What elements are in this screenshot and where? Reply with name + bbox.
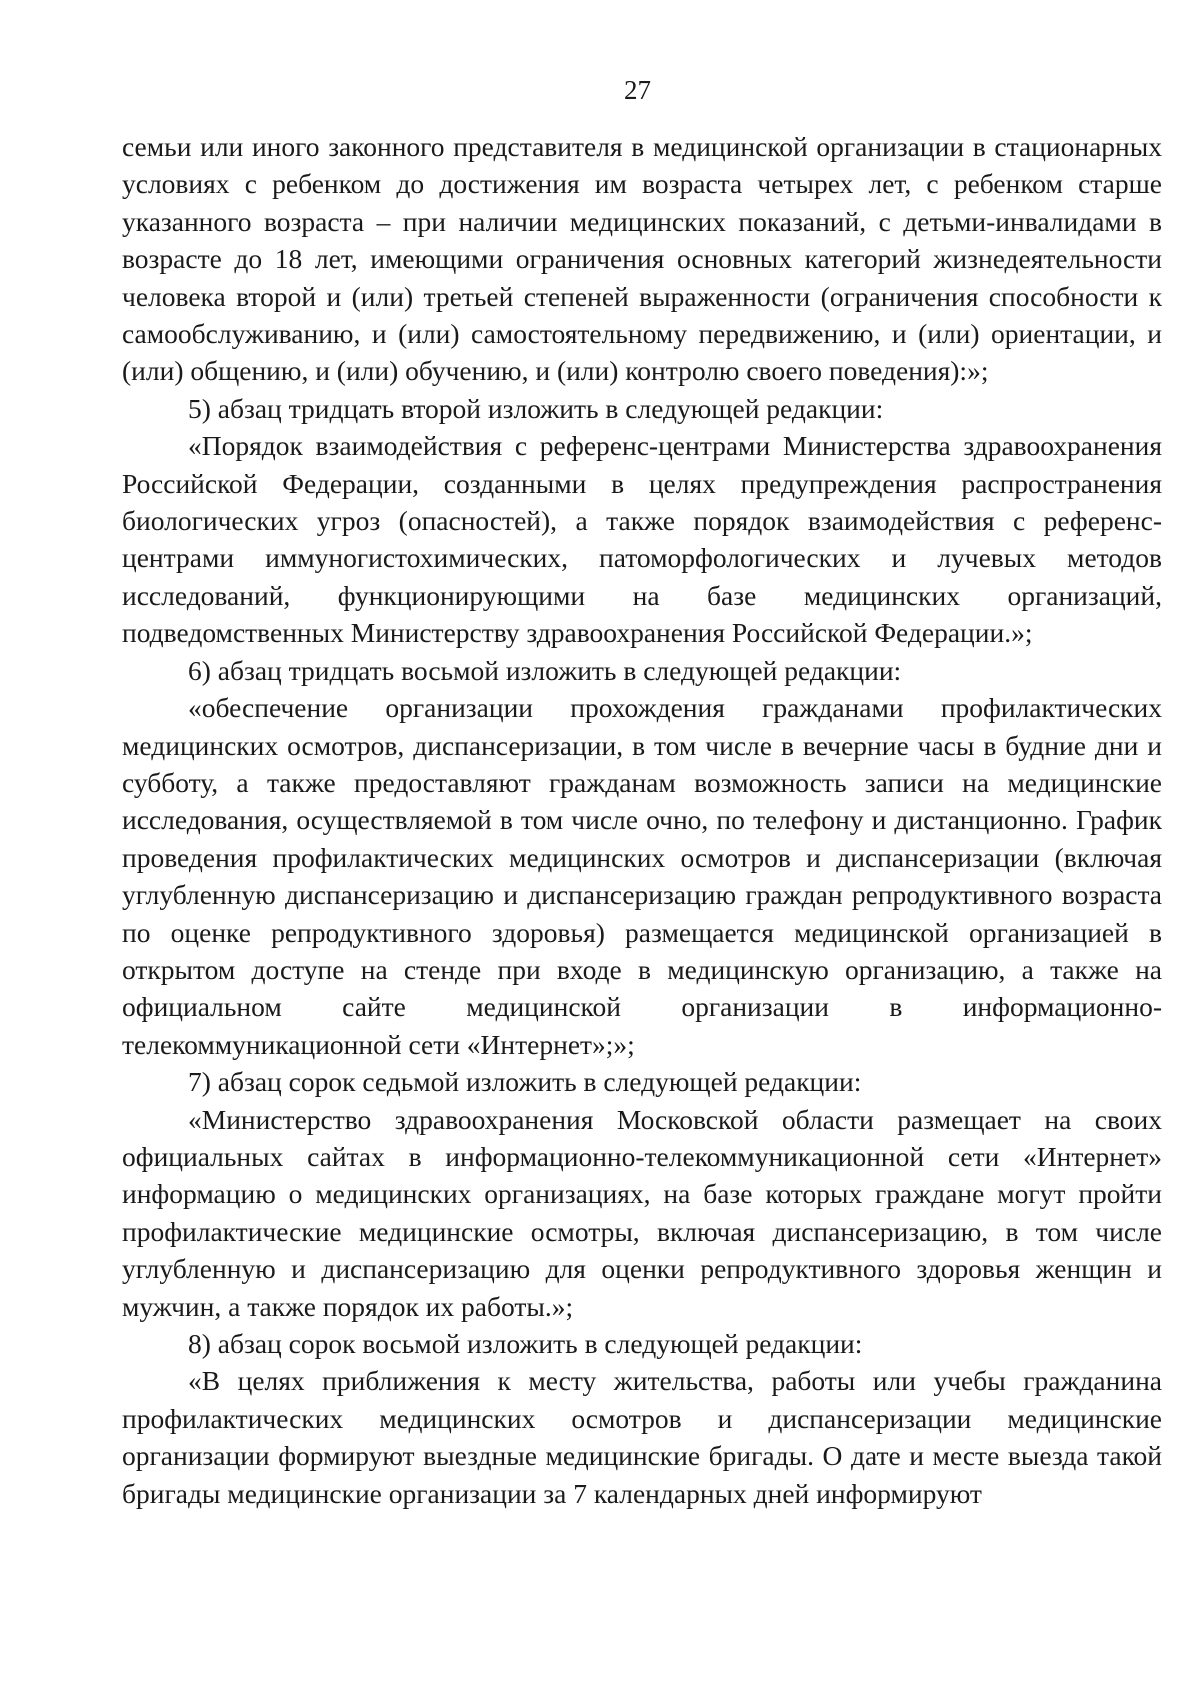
page-number: 27	[624, 75, 651, 105]
paragraph-quote-7: «Министерство здравоохранения Московской области размещает на своих официальных сайтах в информационно-телекоммуникационной сети «Интернет» информацию о медицинских организациях, на базе которых граждане могут пройти профилактические медицинские осмотры, включая диспансеризацию, в том числе углубленную и диспансеризацию для оценки репродуктивного здоровья женщин и мужчин, а также порядок их работы.»;	[122, 1103, 1162, 1322]
document-body	[122, 128, 1162, 1512]
paragraph-item-7: 7) абзац сорок седьмой изложить в следующей редакции:	[188, 1066, 862, 1098]
paragraph-quote-6: «обеспечение организации прохождения гражданами профилактических медицинских осмотров, диспансеризации, в том числе в вечерние часы в будние дни и субботу, а также предоставляют гражданам возможность записи на медицинские исследования, осуществляемой в том числе очно, по телефону и дистанционно. График проведения профилактических медицинских осмотров и диспансеризации (включая углубленную диспансеризацию и диспансеризацию граждан репродуктивного возраста по оценке репродуктивного здоровья) размещается медицинской организацией в открытом доступе на стенде при входе в медицинскую организацию, а также на официальном сайте медицинской организации в информационно-телекоммуникационной сети «Интернет»;»;	[122, 692, 1162, 1060]
paragraph-item-5: 5) абзац тридцать второй изложить в следующей редакции:	[188, 392, 884, 424]
paragraph-quote-8: «В целях приближения к месту жительства, работы или учебы гражданина профилактических медицинских осмотров и диспансеризации медицинские организации формируют выездные медицинские бригады. О дате и месте выезда такой бригады медицинские организации за 7 календарных дней информируют	[122, 1365, 1162, 1509]
paragraph-quote-5: «Порядок взаимодействия с референс-центрами Министерства здравоохранения Российской Федерации, созданными в целях предупреждения распространения биологических угроз (опасностей), а также порядок взаимодействия с референс-центрами иммуногистохимических, патоморфологических и лучевых методов исследований, функционирующими на базе медицинских организаций, подведомственных Министерству здравоохранения Российской Федерации.»;	[122, 430, 1162, 649]
paragraph-item-8: 8) абзац сорок восьмой изложить в следующей редакции:	[188, 1328, 863, 1359]
paragraph-continuation: семьи или иного законного представителя в медицинской организации в стационарных условиях с ребенком до достижения им возраста четырех лет, с ребенком старше указанного возраста – при наличии медицинских показаний, с детьми-инвалидами в возрасте до 18 лет, имеющими ограничения основных категорий жизнедеятельности человека второй и (или) третьей степеней выраженности (ограничения способности к самообслуживанию, и (или) самостоятельному передвижению, и (или) ориентации, и (или) общению, и (или) обучению, и (или) контролю своего поведения):»;	[122, 131, 1162, 387]
paragraph-item-6: 6) абзац тридцать восьмой изложить в следующей редакции:	[188, 654, 902, 686]
